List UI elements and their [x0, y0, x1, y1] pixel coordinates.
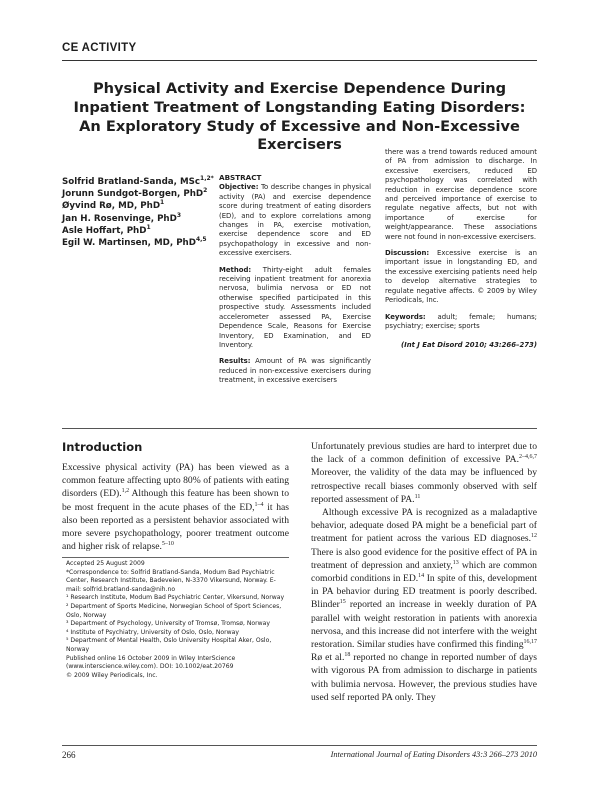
journal-footer: International Journal of Eating Disorders 43:3 266–273 2010 [330, 750, 537, 759]
page-number: 266 [62, 750, 76, 760]
affiliation-4: ⁴ Institute of Psychiatry, University of Oslo, Oslo, Norway [66, 628, 239, 636]
abstract-keywords: Keywords: adult; female; humans; psychiatry; exercise; sports [385, 312, 537, 330]
affiliation-2: ² Department of Sports Medicine, Norwegian School of Sport Sciences, Oslo, Norway [66, 602, 282, 619]
footnotes [62, 560, 289, 680]
author: Asle Hoffart, PhD$^1$ [62, 223, 151, 236]
abstract-column-1 [219, 173, 371, 393]
section-divider [62, 428, 537, 429]
abstract-column-2 [385, 148, 537, 351]
intro-paragraph-1-cont: Unfortunately previous studies are hard to interpret due to the lack of a common definition of excessive PA.$^{2-4,6,7}$ Moreover, the validity of the data may be influenced by retrospective recall biases commonly observed with self reported assessment of PA.$^{11}$ [311, 441, 537, 505]
citation: (Int J Eat Disord 2010; 43:266–273) [400, 341, 537, 350]
accepted-date: Accepted 25 August 2009 [66, 560, 145, 567]
affiliation-3: ³ Department of Psychology, University of Tromsø, Tromsø, Norway [66, 620, 270, 628]
abstract-objective: Objective: To describe changes in physical activity (PA) and exercise dependence score during treatment of eating disorders (ED), and to explore correlations among changes in PA, exercise motivation, exercise dependence score and ED psychopathology in excessive and non-excessive exercisers. [219, 183, 371, 258]
abstract-method: Method: Thirty-eight adult females receiving inpatient treatment for anorexia nervosa, bulimia nervosa or ED not otherwise specified participated in this prospective study. Assessments included accelerometer assessed PA, Exercise Dependence Scale, Reasons for Exercise Inventory, ED Examination, and ED Inventory. [219, 265, 371, 349]
abstract-results-cont: there was a trend towards reduced amount of PA from admission to discharge. In excessive exercisers, reduced ED psychopathology was correlated with reduction in exercise dependence score and perceived importance of exercise to regulate negative affects, but not with importance of exercise for weight/appearance. These associations were not found in non-excessive exercisers. [385, 148, 537, 241]
affiliation-5: ⁵ Department of Mental Health, Oslo University Hospital Aker, Oslo, Norway [66, 637, 272, 653]
copyright: © 2009 Wiley Periodicals, Inc. [66, 671, 158, 679]
intro-heading: Introduction [62, 440, 143, 454]
intro-paragraph-2: Although excessive PA is recognized as a maladaptive behavior, adequate dosed PA might be a beneficial part of treatment for patient across the various ED diagnoses.$^{12}$ There is also good evidence for the positive effect of PA in treatment of depression and anxiety,$^{13}$ which are common comorbid conditions in ED.$^{14}$ In spite of this, development in PA behavior during ED treatment is poorly described. Blinder$^{15}$ reported an increase in weekly duration of PA parallel with weight restoration in patients with anorexia nervosa, and this increase did not interfere with the weight restoration. Similar studies have confirmed this finding$^{16,17}$ Rø et al.$^{18}$ reported no change in reported number of days with vigorous PA from admission to discharge in patients with bulimia nervosa. However, the previous studies have used self reported PA only. They [311, 507, 538, 703]
section-label: CE ACTIVITY [62, 42, 137, 54]
abstract-results: Results: Amount of PA was significantly reduced in non-excessive exercisers during treatment, in excessive exercisers [219, 357, 371, 385]
affiliation-1: ¹ Research Institute, Modum Bad Psychiatric Center, Vikersund, Norway [66, 594, 285, 602]
intro-column-right [311, 440, 537, 704]
footnote-rule [62, 557, 289, 558]
author-list [62, 176, 212, 249]
author: Egil W. Martinsen, MD, PhD$^{4,5}$ [62, 236, 207, 249]
footer-rule [62, 745, 537, 746]
abstract-heading: ABSTRACT [219, 173, 262, 182]
author: Jan H. Rosenvinge, PhD$^3$ [62, 211, 182, 224]
author: Øyvind Rø, MD, PhD$^1$ [62, 199, 165, 212]
intro-paragraph-1: Excessive physical activity (PA) has been viewed as a common feature affecting upto 80% of patients with eating disorders (ED).$^{1,2}$ Although this feature has been shown to be most frequent in the acute phases of the ED,$^{1-4}$ it has also been reported as a persistent behavior associated with more severe psychopathology, poorer treatment outcome and higher risk of relapse.$^{5-10}$ [62, 462, 289, 553]
top-rule [62, 60, 537, 61]
intro-column-left [62, 461, 289, 553]
correspondence: *Correspondence to: Solfrid Bratland-Sanda, Modum Bad Psychiatric Center, Research Institute, Badeveien, N-3370 Vikersund, Norway. E-mail: solfrid.bratland-sanda@nih.no [66, 568, 276, 593]
author: Jorunn Sundgot-Borgen, PhD$^2$ [62, 187, 208, 200]
abstract-discussion: Discussion: Excessive exercise is an important issue in longstanding ED, and the excessive exercising patients need help to develop alternative strategies to regulate negative affects. © 2009 by Wiley Periodicals, Inc. [385, 249, 537, 305]
article-title: Physical Activity and Exercise Dependence During Inpatient Treatment of Longstanding Eating Disorders: An Exploratory Study of Excessive and Non-Excessive Exercisers [73, 80, 526, 154]
author: Solfrid Bratland-Sanda, MSc$^{1,2*}$ [62, 175, 214, 187]
published-online: Published online 16 October 2009 in Wiley InterScience (www.interscience.wiley.com). DOI: 10.1002/eat.20769 [66, 654, 236, 671]
